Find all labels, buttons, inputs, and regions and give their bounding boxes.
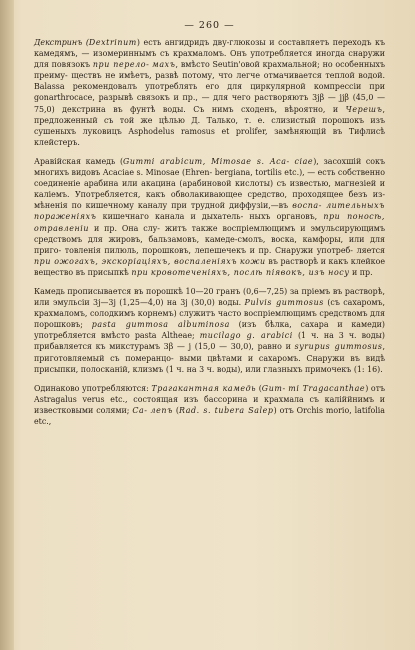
text-segment: Одинаково употребляются:	[34, 383, 152, 393]
text-segment: воды.	[218, 298, 245, 308]
text-segment: (изъ бѣлка, сахара и камеди)	[229, 320, 385, 330]
text-segment: Камедь прописывается въ порошкѣ 10—20 гранъ (0,6—7,25) за	[34, 286, 299, 296]
text-segment: житъ также воспріемлющимъ и эмульсирующимъ средствомъ для	[34, 223, 385, 244]
text-segment: на 3 ч. воды) прибавляется къ микстурамъ 3β — j (15,0 — 30,0),	[34, 331, 385, 352]
text-segment: (	[256, 383, 262, 393]
paragraph	[34, 37, 385, 148]
text-segment: (	[172, 405, 179, 415]
text-segment: бассорина и крахмала съ каліййнимъ и известковыми солями;	[34, 394, 385, 415]
text-segment: при перело-	[92, 60, 150, 70]
paragraph	[34, 156, 385, 278]
text-segment: Са-	[132, 405, 148, 415]
text-segment: водой. Balassa рекомендовалъ употреблять его для циркулярной	[34, 71, 385, 92]
text-segment: лепъ	[150, 405, 173, 415]
text-segment: лительныхъ пораженіяхъ	[34, 201, 385, 222]
text-segment: Декстринъ (	[34, 38, 89, 47]
text-segment: bergiana, tortilis etc.), — есть собственно соединеніе арабина или	[34, 168, 385, 189]
text-segment: акацина (арабиновой кислоты) съ известью, магнезіей и каліемъ.	[34, 179, 385, 200]
text-segment: Употребляется, какъ обволакивающее средство, проходящее безъ из-	[74, 190, 386, 200]
page-binding-shadow	[0, 0, 14, 650]
text-segment: Аравійская камедь (	[34, 156, 124, 166]
text-segment: кровотеченіяхъ, послѣ піявокъ, изъ носу	[150, 267, 350, 277]
text-segment: составляетъ переходъ къ камедямъ, — изомериннымъ съ крахмаломъ.	[34, 38, 385, 59]
text-segment: клизмъ (1 ч. на 3 ч. воды), или глазныхъ примочекъ (1: 16).	[132, 364, 383, 374]
text-segment: употребляется вмѣсто pasta Altheae;	[34, 331, 200, 341]
text-segment: ) отъ Orchis morio, latifolia etc.,	[34, 405, 385, 426]
paragraph	[34, 383, 385, 427]
text-segment: Dextrinum	[88, 38, 137, 47]
text-segment: махъ	[152, 60, 176, 70]
text-segment: равно и	[257, 342, 295, 352]
text-segment: pasta gummosa albuminosa	[91, 320, 230, 330]
text-segment: Rad. s. tubera Salep	[179, 405, 274, 415]
text-segment: Трагакантная камедь	[151, 383, 257, 393]
text-segment: при ожогахъ, экскоріаціяхъ, воспаленіяхъ	[34, 256, 238, 266]
text-segment: (съ сахаромъ, крахмаломъ, солодкимъ	[34, 298, 386, 319]
text-segment: ) отъ Astragalus verus etc., состоящая изъ	[34, 383, 385, 404]
text-segment: ), засохшій сокъ многихъ видовъ Acaciae s. Minosae (Ehren-	[34, 156, 385, 178]
text-segment: кожи	[239, 256, 266, 266]
text-segment: ществъ не имѣетъ, развѣ потому, что легче отмачивается теплой	[71, 71, 355, 81]
text-segment: mi Tragacanthae	[288, 383, 366, 393]
text-segment: Pulvis gummosus	[244, 298, 324, 308]
text-segment: жировъ, бальзамовъ, камеде-смолъ, воска, камфоры, или для приго-	[34, 234, 385, 255]
text-segment: Gummi arabicum, Mimosae s. Aca-	[123, 156, 290, 166]
text-segment: Онъ употребляется иногда снаружи для повязокъ	[34, 49, 385, 70]
text-segment: и пр. Она слу-	[89, 223, 160, 233]
text-segment: при поносѣ, отравленіи	[34, 212, 385, 233]
text-segment: Asphodelus ramosus et prolifer, замѣняющій въ Тифлисѣ клейстеръ.	[34, 126, 385, 147]
text-segment: выми цвѣтами и сахаромъ. Снаружи въ видѣ присыпки, полосканій,	[34, 353, 385, 374]
text-segment: компрессіи при gonarthrocace, разрывѣ связокъ и пр., — для чего	[34, 82, 386, 103]
text-segment: въ растворѣ и какъ клейкое вещество въ присыпкѣ	[34, 256, 385, 277]
text-segment: воспа-	[292, 201, 323, 211]
text-segment: Gum-	[261, 383, 286, 393]
paragraph	[34, 286, 385, 375]
text-segment: кишечнаго канала и дыхатель-	[96, 212, 244, 222]
text-segment: , вмѣсто Seutin'овой крахмальной; но особенныхъ преиму-	[34, 60, 385, 81]
text-segment: ) есть ангидридъ дву-глюкозы и	[136, 38, 275, 47]
text-segment: и пр.	[349, 267, 373, 277]
text-segment: ciae	[294, 156, 314, 166]
text-segment: Съ нимъ сходенъ, вѣроятно, и	[193, 104, 346, 114]
text-segment: , приготовляемый съ померанцо-	[34, 342, 385, 363]
text-segment: пріемъ въ растворѣ, или эмульсіи 3j—3j (1,25—4,0) на 3j (30,0)	[34, 286, 385, 308]
text-segment: mucilago g. arabici	[199, 331, 293, 341]
body-text	[34, 37, 385, 427]
text-segment: растворяютъ 3jβ — jjβ (45,0 — 75,0) декстрина въ фунтѣ воды.	[34, 93, 385, 114]
text-segment: ныхъ органовъ,	[249, 212, 324, 222]
page-number: — 260 —	[184, 20, 235, 31]
text-segment: Черешъ	[345, 104, 383, 114]
text-segment: мѣненія по кишечному каналу при трудной диффузіи,—въ	[34, 201, 293, 211]
text-segment: корнемъ) служитъ часто воспріемлющимъ средствомъ для порошковъ;	[34, 309, 385, 330]
text-segment: при	[131, 267, 149, 277]
text-segment: (1 ч.	[292, 331, 319, 341]
text-segment: цѣлью Д. Талько, т. е. слизистый порошокъ изъ сушеныхъ луковицъ	[34, 115, 385, 136]
text-segment: ляется	[356, 245, 386, 255]
text-segment: товленія пилюль, порошковъ, лепешечекъ и пр. Снаружи употреб-	[64, 245, 353, 255]
text-segment: syrupus gummosus	[294, 342, 383, 352]
text-segment: , предложенный съ той же	[34, 104, 386, 125]
